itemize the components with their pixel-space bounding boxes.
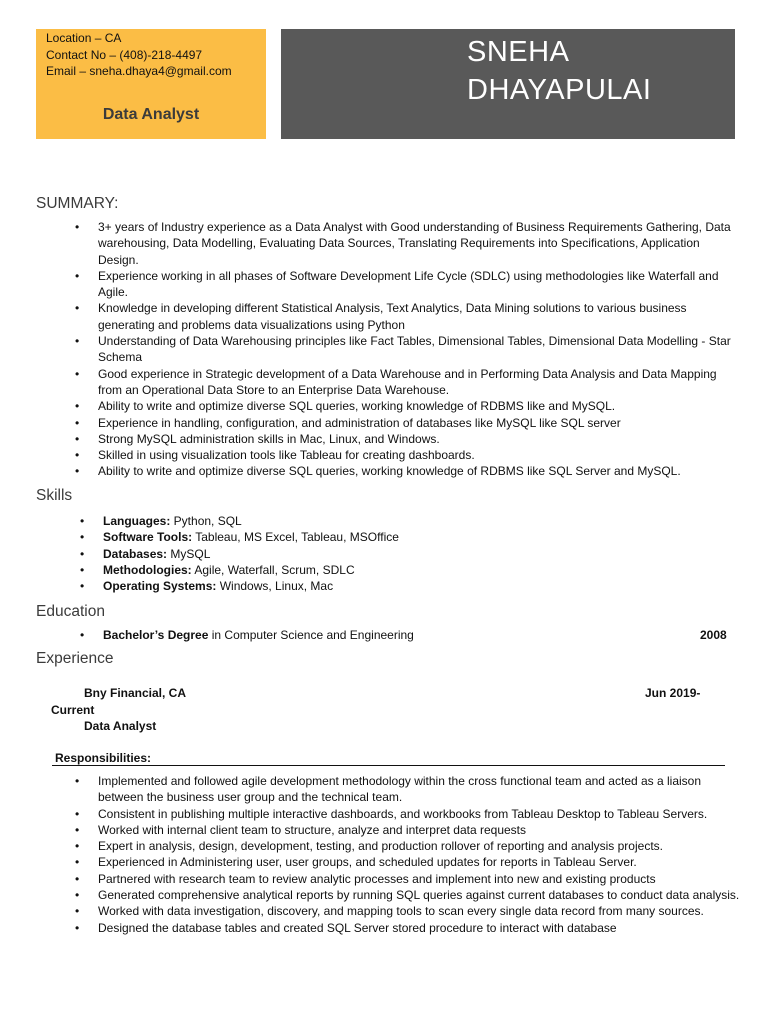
summary-heading: SUMMARY: xyxy=(36,195,119,212)
skill-label: Operating Systems: xyxy=(103,579,217,594)
bullet-icon: • xyxy=(80,546,85,561)
bullet-icon: • xyxy=(75,871,80,886)
bullet-icon: • xyxy=(80,562,85,577)
contact-phone: Contact No – (408)-218-4497 xyxy=(46,47,203,62)
responsibility-text: Implemented and followed agile development methodology within the cross functional team and acted as a liaison between the business user group and the technical team. xyxy=(98,774,702,805)
name-box xyxy=(281,29,735,139)
bullet-icon: • xyxy=(80,514,85,528)
responsibility-text: Worked with data investigation, discovery, and mapping tools to scan every single data record from many sources. xyxy=(98,904,704,919)
bullet-icon: • xyxy=(75,268,80,283)
bullet-icon: • xyxy=(75,334,80,349)
responsibility-item xyxy=(75,822,743,838)
responsibility-item xyxy=(75,806,743,822)
education-heading: Education xyxy=(36,603,105,620)
bullet-icon: • xyxy=(75,448,80,463)
summary-text: Knowledge in developing different Statistical Analysis, Text Analytics, Data Mining solutions to various business generating and problems data visualizations using Python xyxy=(98,301,687,332)
summary-item xyxy=(75,415,743,431)
summary-text: Experience in handling, configuration, and administration of databases like MySQL like SQL server xyxy=(98,415,621,430)
skill-value: MySQL xyxy=(167,546,211,561)
summary-item xyxy=(75,398,743,414)
education-entry xyxy=(103,628,414,642)
education-degree: Bachelor’s Degree xyxy=(103,628,209,642)
skill-value: Windows, Linux, Mac xyxy=(216,579,334,594)
responsibility-item xyxy=(75,838,743,854)
responsibility-text: Generated comprehensive analytical reports by running SQL queries against current databases to conduct data analysis. xyxy=(98,888,740,903)
skill-value: Agile, Waterfall, Scrum, SDLC xyxy=(191,562,355,577)
bullet-icon: • xyxy=(75,431,80,446)
responsibility-item xyxy=(75,903,743,919)
bullet-icon: • xyxy=(75,464,80,479)
summary-text: 3+ years of Industry experience as a Data Analyst with Good understanding of Business Requirements Gathering, Data warehousing, Data Modelling, Evaluating Data Sources, Translating Requirements into Specifications, Application Design. xyxy=(98,220,731,267)
skill-label: Databases: xyxy=(103,546,168,561)
summary-item xyxy=(75,447,743,463)
bullet-icon: • xyxy=(80,530,85,545)
education-bullet: • xyxy=(80,628,85,642)
name-last: DHAYAPULAI xyxy=(467,74,652,106)
skill-item xyxy=(80,529,703,545)
responsibility-text: Consistent in publishing multiple interactive dashboards, and workbooks from Tableau Desktop to Tableau Servers. xyxy=(98,806,708,821)
responsibility-text: Expert in analysis, design, development, testing, and production rollover of reporting and analysis projects. xyxy=(98,839,663,854)
skill-item xyxy=(80,578,703,594)
responsibilities-list xyxy=(75,773,743,936)
summary-item xyxy=(75,333,743,366)
summary-item xyxy=(75,219,743,268)
bullet-icon: • xyxy=(75,855,80,870)
skill-value: Python, SQL xyxy=(170,514,242,528)
contact-box xyxy=(36,29,266,139)
responsibility-item xyxy=(75,871,743,887)
skill-label: Languages: xyxy=(103,514,171,528)
bullet-icon: • xyxy=(80,579,85,594)
bullet-icon: • xyxy=(75,774,80,788)
contact-location: Location – CA xyxy=(46,31,122,45)
skill-item xyxy=(80,562,703,578)
education-year: 2008 xyxy=(700,628,727,642)
bullet-icon: • xyxy=(75,839,80,854)
name-first: SNEHA xyxy=(467,36,570,68)
responsibilities-underline xyxy=(52,765,725,766)
responsibility-text: Worked with internal client team to structure, analyze and interpret data requests xyxy=(98,822,526,837)
summary-item xyxy=(75,300,743,333)
summary-item xyxy=(75,366,743,399)
bullet-icon: • xyxy=(75,366,80,381)
experience-dates-end: Current xyxy=(51,703,95,717)
summary-text: Experience working in all phases of Software Development Life Cycle (SDLC) using methodologies like Waterfall and Agile. xyxy=(98,268,719,300)
skill-label: Software Tools: xyxy=(103,530,193,545)
experience-heading: Experience xyxy=(36,650,114,667)
summary-text: Skilled in using visualization tools like Tableau for creating dashboards. xyxy=(98,448,475,463)
bullet-icon: • xyxy=(75,904,80,919)
responsibility-text: Designed the database tables and created SQL Server stored procedure to interact with database xyxy=(98,920,617,935)
summary-item xyxy=(75,431,743,447)
responsibility-item xyxy=(75,887,743,903)
responsibility-item xyxy=(75,773,743,806)
responsibility-text: Partnered with research team to review analytic processes and implement into new and existing products xyxy=(98,871,656,886)
contact-email: Email – sneha.dhaya4@gmail.com xyxy=(46,64,232,78)
skills-heading: Skills xyxy=(36,487,73,504)
responsibilities-label: Responsibilities: xyxy=(55,751,152,765)
education-field: in Computer Science and Engineering xyxy=(208,628,414,642)
experience-company: Bny Financial, CA xyxy=(84,686,187,700)
experience-position: Data Analyst xyxy=(84,719,157,733)
experience-dates-start: Jun 2019- xyxy=(645,686,701,700)
bullet-icon: • xyxy=(75,415,80,430)
responsibility-item xyxy=(75,854,743,870)
skill-value: Tableau, MS Excel, Tableau, MSOffice xyxy=(192,530,399,545)
bullet-icon: • xyxy=(75,301,80,316)
summary-text: Good experience in Strategic development of a Data Warehouse and in Performing Data Analysis and Data Mapping from an Operational Data Store to an Enterprise Data Warehouse. xyxy=(98,366,717,397)
summary-text: Ability to write and optimize diverse SQL queries, working knowledge of RDBMS like and MySQL. xyxy=(98,399,616,414)
responsibility-text: Experienced in Administering user, user groups, and scheduled updates for reports in Tableau Server. xyxy=(98,855,637,870)
summary-item xyxy=(75,463,743,479)
summary-text: Ability to write and optimize diverse SQL queries, working knowledge of RDBMS like SQL Server and MySQL. xyxy=(98,464,681,479)
bullet-icon: • xyxy=(75,822,80,837)
bullet-icon: • xyxy=(75,888,80,903)
bullet-icon: • xyxy=(75,920,80,935)
bullet-icon: • xyxy=(75,220,80,234)
summary-text: Understanding of Data Warehousing principles like Fact Tables, Dimensional Tables, Dimensional Data Modelling - Star Schema xyxy=(98,334,731,365)
bullet-icon: • xyxy=(75,806,80,821)
summary-item xyxy=(75,268,743,301)
summary-text: Strong MySQL administration skills in Mac, Linux, and Windows. xyxy=(98,431,440,446)
skill-item xyxy=(80,546,703,562)
bullet-icon: • xyxy=(75,399,80,414)
skill-item xyxy=(80,513,703,529)
role-title: Data Analyst xyxy=(102,106,200,123)
skills-list xyxy=(80,513,703,594)
skill-label: Methodologies: xyxy=(103,562,192,577)
responsibility-item xyxy=(75,920,743,936)
summary-list xyxy=(75,219,743,480)
